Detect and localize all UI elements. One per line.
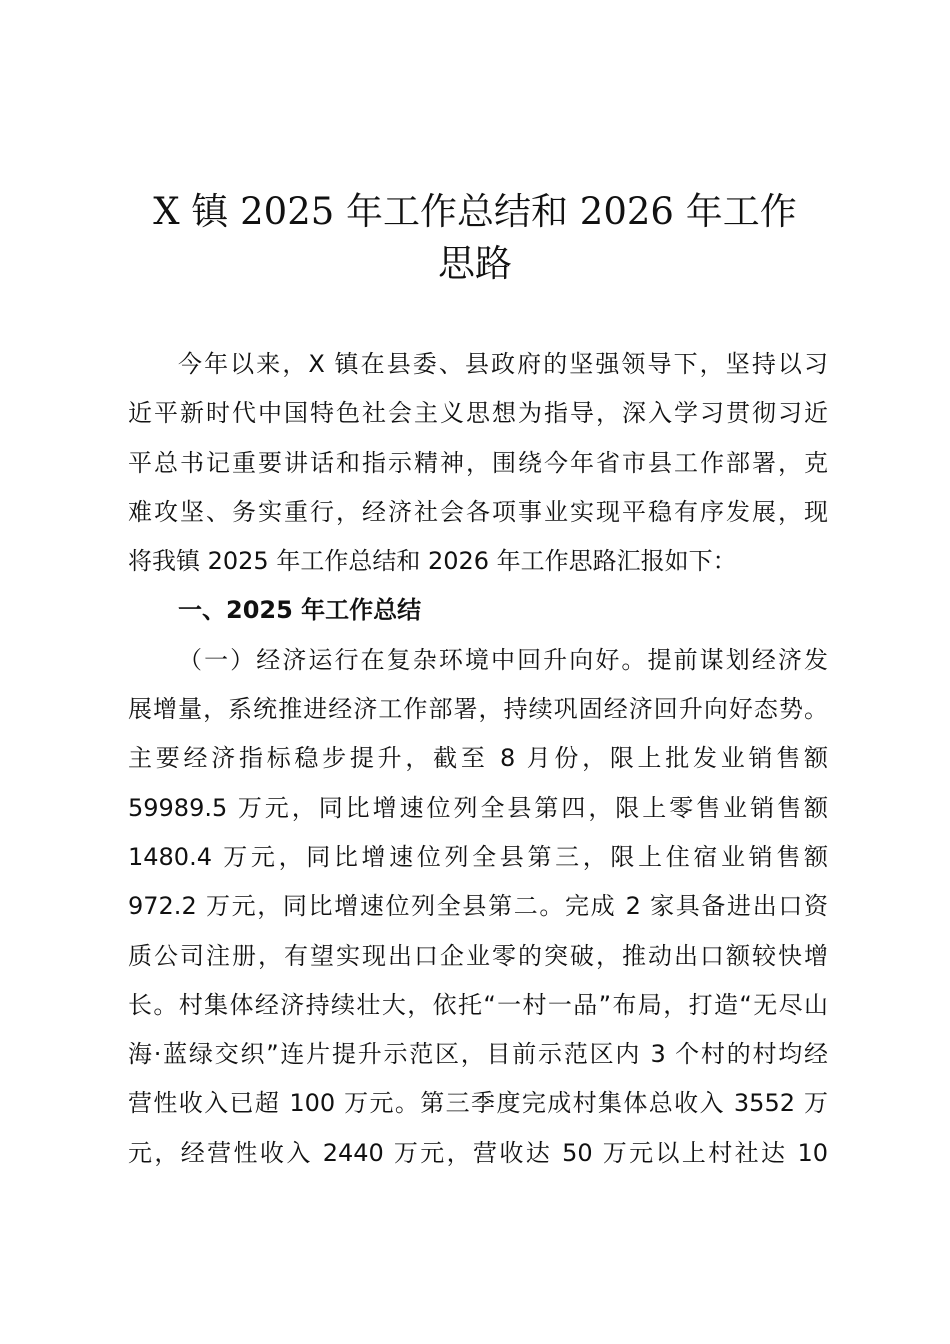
paragraph-line: 难攻坚、务实重行，经济社会各项事业实现平稳有序发展，现: [128, 497, 828, 526]
paragraph-line: 近平新时代中国特色社会主义思想为指导，深入学习贯彻习近: [128, 399, 828, 428]
section-paragraph: [128, 636, 828, 1178]
paragraph-line: 海·蓝绿交织”连片提升示范区，目前示范区内 3 个村的村均经: [128, 1040, 828, 1069]
title-line-2: 思路: [438, 242, 512, 285]
paragraph-line: 长。村集体经济持续壮大，依托“一村一品”布局，打造“无尽山: [128, 990, 828, 1019]
paragraph-line: （一）经济运行在复杂环境中回升向好。提前谋划经济发: [178, 645, 828, 674]
document-body: [128, 340, 828, 1178]
intro-paragraph: [128, 340, 828, 586]
title-line-1: X 镇 2025 年工作总结和 2026 年工作: [153, 190, 797, 233]
paragraph-line: 主要经济指标稳步提升，截至 8 月份，限上批发业销售额: [128, 744, 828, 773]
section-heading: 一、2025 年工作总结: [178, 596, 422, 625]
paragraph-line: 将我镇 2025 年工作总结和 2026 年工作思路汇报如下：: [128, 547, 737, 576]
paragraph-line: 元，经营性收入 2440 万元，营收达 50 万元以上村社达 10: [128, 1138, 828, 1167]
paragraph-line: 59989.5 万元，同比增速位列全县第四，限上零售业销售额: [128, 793, 828, 822]
paragraph-line: 1480.4 万元，同比增速位列全县第三，限上住宿业销售额: [128, 842, 828, 871]
paragraph-line: 质公司注册，有望实现出口企业零的突破，推动出口额较快增: [128, 941, 828, 970]
paragraph-line: 展增量，系统推进经济工作部署，持续巩固经济回升向好态势。: [128, 695, 828, 724]
paragraph-line: 营性收入已超 100 万元。第三季度完成村集体总收入 3552 万: [128, 1089, 828, 1118]
paragraph-line: 平总书记重要讲话和指示精神，围绕今年省市县工作部署，克: [128, 448, 828, 477]
paragraph-line: 972.2 万元，同比增速位列全县第二。完成 2 家具备进出口资: [128, 892, 828, 921]
document-title: [120, 186, 830, 290]
paragraph-line: 今年以来，X 镇在县委、县政府的坚强领导下，坚持以习: [178, 350, 828, 378]
